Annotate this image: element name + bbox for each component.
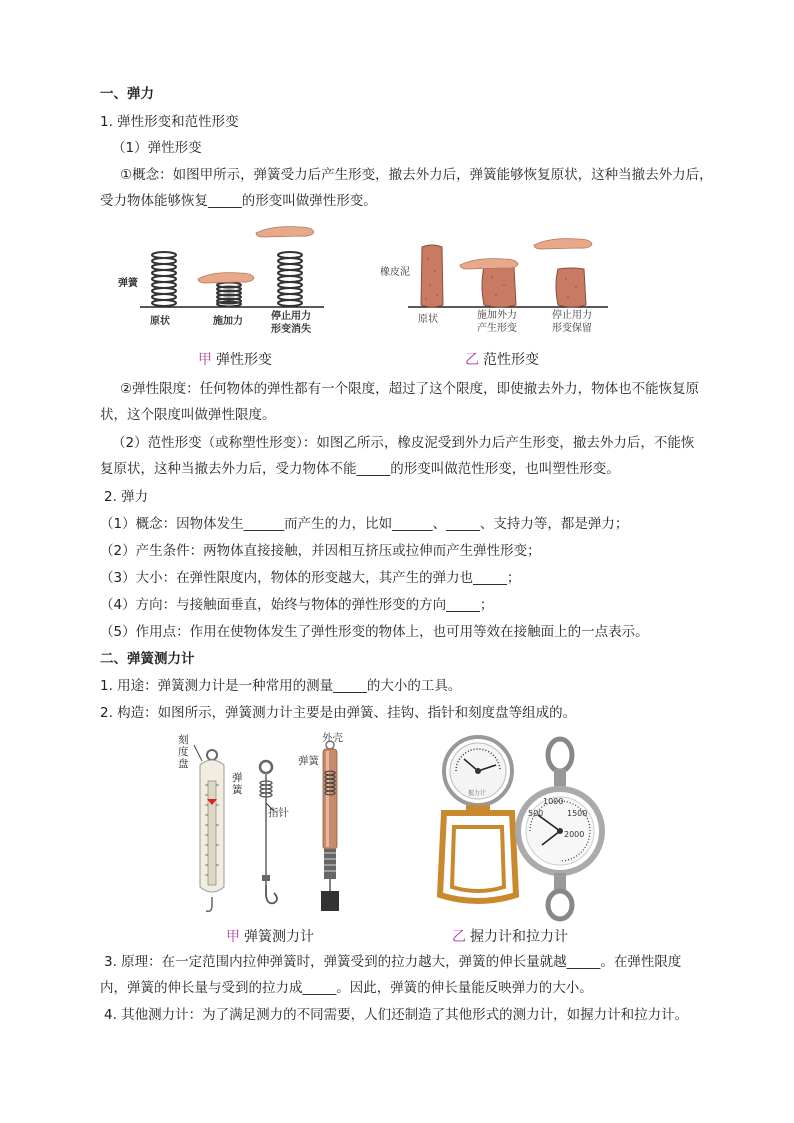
spring-recovered xyxy=(278,252,302,306)
grip-dynamometer xyxy=(440,737,516,901)
hand-pressing xyxy=(198,273,254,283)
limit-line-1: ②弹性限度：任何物体的弹性都有一个限度，超过了这个限度，即使撤去外力，物体也不能恢复原 xyxy=(120,381,700,397)
section-heading-spring-scale: 二、弹簧测力计 xyxy=(100,651,195,667)
gauge-num-500: 500 xyxy=(528,809,544,818)
force-direction: （4）方向：与接触面垂直，始终与物体的弹性形变的方向_____； xyxy=(100,597,494,613)
subheading-deformation: 1. 弹性形变和范性形变 xyxy=(100,114,239,130)
gauge-num-1000: 1000 xyxy=(543,797,564,806)
clay-compressed xyxy=(482,266,516,307)
caption-text-left: 弹性形变 xyxy=(216,352,272,368)
principle-line-2: 内，弹簧的伸长量与受到的拉力成_____。因此，弹簧的伸长量能反映弹力的大小。 xyxy=(100,980,593,996)
gauge-num-2000: 2000 xyxy=(564,830,585,839)
figure2-caption-left xyxy=(226,926,314,946)
caption-spring-stop-a: 停止用力 xyxy=(271,311,311,322)
caption-mark-right: 乙 xyxy=(465,352,479,368)
tension-dynamometer xyxy=(518,739,602,919)
clay-retained xyxy=(556,268,586,307)
caption-spring-force: 施加力 xyxy=(213,316,243,327)
subheading-elastic-force: 2. 弹力 xyxy=(104,489,149,505)
flat-spring-scale xyxy=(194,745,224,911)
label-pointer: 指针 xyxy=(268,807,289,819)
structure-line: 2. 构造：如图所示，弹簧测力计主要是由弹簧、挂钩、指针和刻度盘等组成的。 xyxy=(100,705,577,721)
label-spring-2: 弹簧 xyxy=(232,772,243,796)
caption-text-left-2: 弹簧测力计 xyxy=(244,929,314,945)
spring-compressed xyxy=(217,283,241,307)
plastic-line-1: （2）范性形变（或称塑性形变）：如图乙所示，橡皮泥受到外力后产生形变，撤去外力后，不能恢 xyxy=(112,435,695,451)
caption-mark-right-2: 乙 xyxy=(452,929,466,945)
figure1-caption-right xyxy=(465,349,539,369)
use-line: 1. 用途：弹簧测力计是一种常用的测量_____的大小的工具。 xyxy=(100,678,462,694)
caption-clay-stop-a: 停止用力 xyxy=(552,310,592,321)
grip-gauge-text: 握力计 xyxy=(468,790,487,797)
principle-line-1: 3. 原理：在一定范围内拉伸弹簧时，弹簧受到的拉力越大，弹簧的伸长量就越_____。在弹性限度 xyxy=(104,954,682,970)
hand-lifted xyxy=(256,227,314,237)
caption-clay-force-a: 施加外力 xyxy=(477,310,517,321)
spring-scales-figure xyxy=(190,735,365,920)
force-point: （5）作用点：作用在使物体发生了弹性形变的物体上，也可用等效在接触面上的一点表示。 xyxy=(100,624,649,640)
subheading-elastic: （1）弹性形变 xyxy=(112,140,202,156)
spring-original xyxy=(152,252,176,306)
force-concept: （1）概念：因物体发生______而产生的力，比如______、_____、支持力等，都是弹力； xyxy=(100,516,629,532)
caption-clay-original: 原状 xyxy=(418,314,438,325)
caption-clay-force-b: 产生形变 xyxy=(477,323,517,334)
figure1-caption-left xyxy=(198,349,272,369)
gauge-num-1500: 1500 xyxy=(567,809,588,818)
label-spring-3: 弹簧 xyxy=(298,755,319,767)
concept-line-2: 受力物体能够恢复_____的形变叫做弹性形变。 xyxy=(100,193,377,209)
other-gauges-line: 4. 其他测力计：为了满足测力的不同需要，人们还制造了其他形式的测力计，如握力计和拉力计。 xyxy=(104,1007,689,1023)
open-spring-scale xyxy=(260,761,277,903)
figure2-caption-right xyxy=(452,926,568,946)
caption-text-right: 范性形变 xyxy=(483,352,539,368)
section-heading-elasticity: 一、弹力 xyxy=(100,86,154,102)
caption-clay-stop-b: 形变保留 xyxy=(552,323,592,334)
hand-clay-pressing xyxy=(460,259,518,269)
plastic-line-2: 复原状，这种当撤去外力后，受力物体不能_____的形变叫做范性形变，也叫塑性形变。 xyxy=(100,461,620,477)
limit-line-2: 状，这个限度叫做弹性限度。 xyxy=(100,407,276,423)
caption-mark-left: 甲 xyxy=(198,352,212,368)
cylinder-spring-scale xyxy=(321,741,339,911)
caption-spring-stop-b: 形变消失 xyxy=(271,324,311,335)
caption-text-right-2: 握力计和拉力计 xyxy=(470,929,568,945)
concept-line-1: ①概念：如图甲所示，弹簧受力后产生形变，撤去外力后，弹簧能够恢复原状，这种当撤去外力后， xyxy=(120,167,713,183)
force-condition: （2）产生条件：两物体直接接触，并因相互挤压或拉伸而产生弹性形变； xyxy=(100,543,541,559)
clay-original xyxy=(421,245,443,307)
label-shell: 外壳 xyxy=(322,732,343,744)
label-spring: 弹簧 xyxy=(118,278,138,289)
force-magnitude: （3）大小：在弹性限度内，物体的形变越大，其产生的弹力也_____； xyxy=(100,570,521,586)
label-dial: 刻度盘 xyxy=(178,734,189,770)
caption-spring-original: 原状 xyxy=(150,316,170,327)
hand-clay-lifted xyxy=(534,239,592,249)
label-clay: 橡皮泥 xyxy=(380,267,410,278)
caption-mark-left-2: 甲 xyxy=(226,929,240,945)
